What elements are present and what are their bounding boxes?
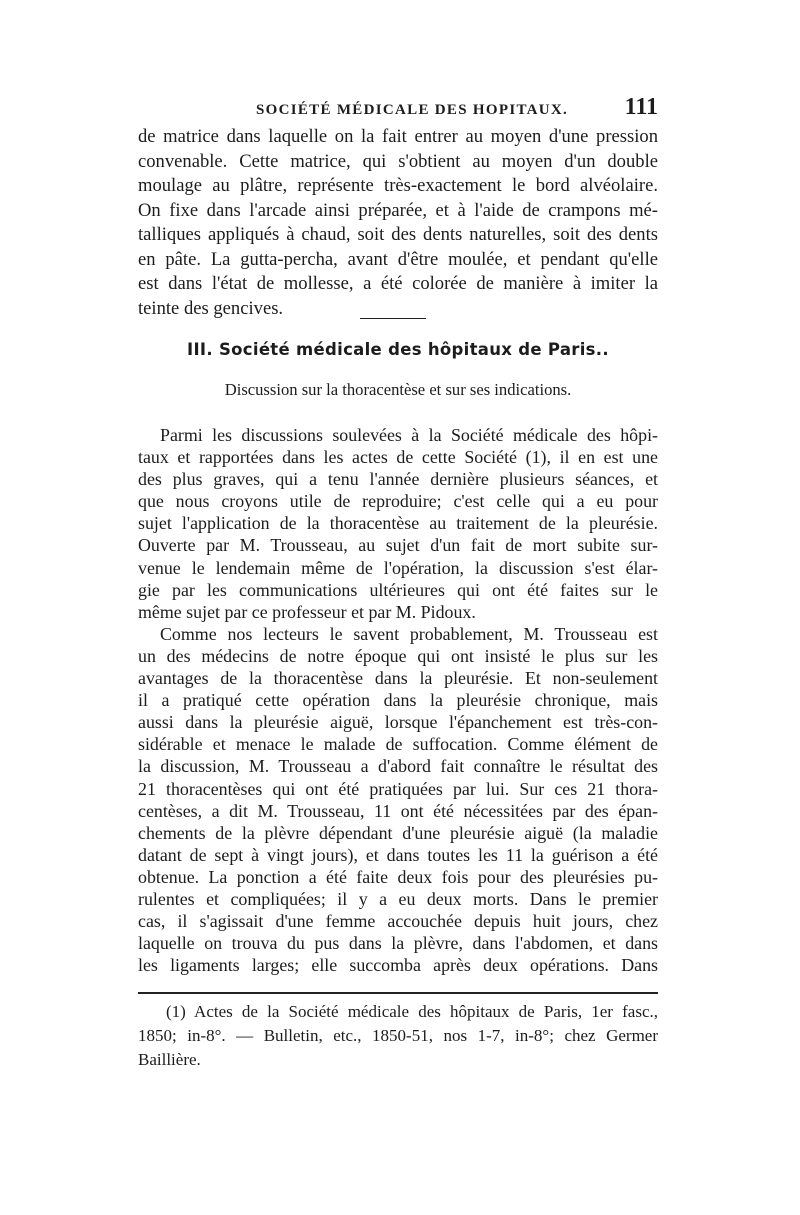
running-title: SOCIÉTÉ MÉDICALE DES HOPITAUX. (256, 102, 569, 118)
text-line: rulentes et compliquées; il y a eu deux morts. Dans le premier (138, 888, 658, 909)
section-divider (360, 318, 426, 319)
footnote-line: 1850; in-8°. — Bulletin, etc., 1850-51, nos 1-7, in-8°; chez Germer (138, 1026, 658, 1045)
page-number: 111 (624, 94, 658, 120)
text-line: chements de la plèvre dépendant d'une pleurésie aiguë (la maladie (138, 822, 658, 843)
text-line: On fixe dans l'arcade ainsi préparée, et à l'aide de crampons mé- (138, 199, 658, 221)
text-line: un des médecins de notre époque qui ont insisté le plus sur les (138, 645, 658, 666)
text-line: la discussion, M. Trousseau a d'abord fait connaître le résultat des (138, 756, 658, 777)
text-line: venue le lendemain même de l'opération, la discussion s'est élar- (138, 557, 658, 578)
body-text (138, 424, 658, 976)
text-line: aussi dans la pleurésie aiguë, lorsque l'épanchement est très-con- (138, 712, 658, 733)
text-line: des plus graves, qui a tenu l'année dernière plusieurs séances, et (138, 469, 658, 490)
text-line: même sujet par ce professeur et par M. Pidoux. (138, 601, 476, 622)
text-line: 21 thoracentèses qui ont été pratiquées par lui. Sur ces 21 thora- (138, 778, 658, 799)
text-line: il a pratiqué cette opération dans la pleurésie chronique, mais (138, 690, 658, 711)
text-line: Ouverte par M. Trousseau, au sujet d'un fait de mort subite sur- (138, 535, 658, 556)
text-line: sidérable et menace le malade de suffocation. Comme élément de (138, 734, 658, 755)
text-line: obtenue. La ponction a été faite deux fois pour des pleurésies pu- (138, 866, 658, 887)
text-line: centèses, a dit M. Trousseau, 11 ont été nécessitées par des épan- (138, 800, 658, 821)
footnote (138, 1000, 658, 1072)
paragraph-dental-prosthesis (138, 125, 658, 321)
text-line: est dans l'état de mollesse, a été colorée de manière à imiter la (138, 273, 658, 294)
text-line: convenable. Cette matrice, qui s'obtient au moyen d'un double (138, 150, 658, 172)
text-line: teinte des gencives. (138, 297, 284, 319)
text-line: talliques appliqués à chaud, soit des dents naturelles, soit des dents (138, 224, 658, 245)
text-line: cas, il s'agissait d'une femme accouchée depuis huit jours, chez (138, 911, 658, 932)
section-title: III. Société médicale des hôpitaux de Paris.. (187, 340, 609, 359)
text-line: moulage au plâtre, représente très-exactement le bord alvéolaire. (138, 175, 658, 196)
text-line: de matrice dans laquelle on la fait entrer au moyen d'une pression (138, 126, 658, 147)
text-line: gie par les communications ultérieures qui ont été faites sur le (138, 579, 658, 600)
text-line: laquelle on trouva du pus dans la plèvre, dans l'abdomen, et dans (138, 933, 658, 954)
footnote-line: (1) Actes de la Société médicale des hôpitaux de Paris, 1er fasc., (166, 1002, 658, 1021)
text-line: datant de sept à vingt jours), et dans toutes les 11 la guérison a été (138, 844, 658, 865)
text-line: en pâte. La gutta-percha, avant d'être moulée, et pendant qu'elle (138, 248, 658, 270)
text-line: avantages de la thoracentèse dans la pleurésie. Et non-seulement (138, 668, 658, 689)
text-line: Parmi les discussions soulevées à la Société médicale des hôpi- (160, 425, 658, 445)
text-line: les ligaments larges; elle succomba après deux opérations. Dans (138, 955, 658, 976)
running-head (138, 94, 658, 121)
footnote-rule (138, 992, 658, 994)
footnote-line: Baillière. (138, 1050, 201, 1069)
text-line: taux et rapportées dans les actes de cette Société (1), il en est une (138, 447, 658, 468)
text-line: sujet l'application de la thoracentèse au traitement de la pleurésie. (138, 513, 658, 534)
text-line: Comme nos lecteurs le savent probablement, M. Trousseau est (160, 623, 658, 644)
section-subtitle: Discussion sur la thoracentèse et sur ses indications. (224, 380, 572, 399)
text-line: que nous croyons utile de reproduire; c'est celle qui a eu pour (138, 491, 658, 512)
